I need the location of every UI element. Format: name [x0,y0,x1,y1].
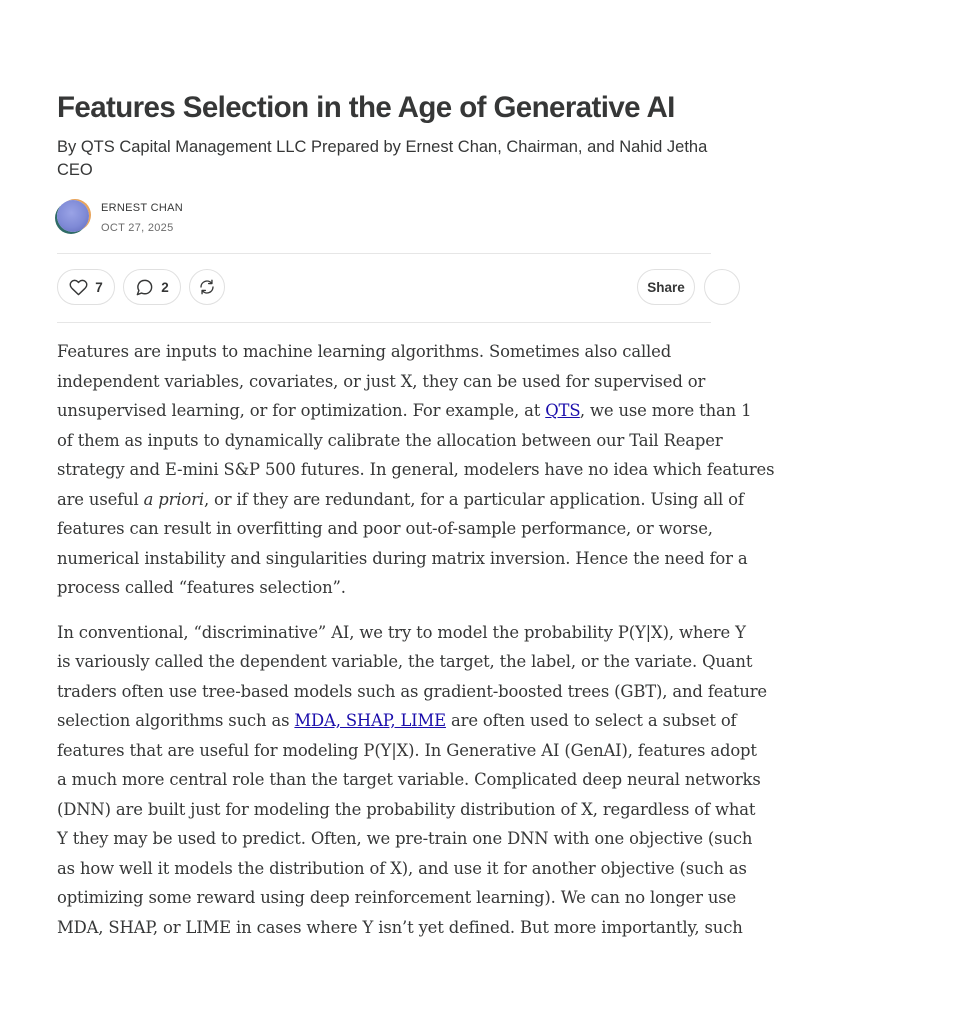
text-run: , we use more than 1 [579,401,752,420]
text-line: process called “features selection”. [57,578,346,597]
subtitle-line: CEO [57,161,93,179]
text-line: Y they may be used to predict. Often, we pre-train one DNN with one objective (such [57,829,753,848]
article-column [57,0,775,1024]
text-line: independent variables, covariates, or just X, they can be used for supervised or [57,371,706,391]
text-run: , or if they are redundant, for a particular application. Using all of [203,489,744,509]
comment-count: 2 [161,279,169,295]
text-line: (DNN) are built just for modeling the probability distribution of X, regardless of what [57,799,756,819]
text-line: Features are inputs to machine learning algorithms. Sometimes also called [57,342,672,361]
restack-button[interactable] [189,269,225,305]
text-line: as how well it models the distribution of X), and use it for another objective (such as [57,858,747,878]
author-name[interactable]: ERNEST CHAN [101,202,183,214]
restack-icon [198,278,216,296]
divider [57,253,711,254]
text-line [57,396,957,426]
more-options-button[interactable] [704,269,740,305]
text-line: is variously called the dependent variable, the target, the label, or the variate. Quant [57,652,753,671]
paragraph [57,337,957,603]
text-line: features that are useful for modeling P(Y|X). In Generative AI (GenAI), features adopt [57,740,757,760]
subtitle-line: By QTS Capital Management LLC Prepared by Ernest Chan, Chairman, and Nahid Jetha [57,138,708,156]
text-line: In conventional, “discriminative” AI, we try to model the probability P(Y|X), where Y [57,622,746,642]
like-count: 7 [95,279,103,295]
author-avatar[interactable] [57,200,89,232]
text-line: traders often use tree-based models such as gradient-boosted trees (GBT), and feature [57,681,767,701]
article-body [57,337,957,942]
inline-link[interactable]: QTS [545,401,580,420]
text-run: are often used to select a subset of [445,711,737,730]
text-line [57,485,957,515]
text-line [57,706,957,736]
paragraph [57,618,957,943]
divider [57,322,711,323]
text-line: strategy and E-mini S&P 500 futures. In general, modelers have no idea which features [57,460,775,479]
text-line: features can result in overfitting and poor out-of-sample performance, or worse, [57,519,713,538]
like-button[interactable] [57,269,115,305]
publish-date: OCT 27, 2025 [101,222,174,234]
article-title: Features Selection in the Age of Generative AI [57,91,675,124]
comment-button[interactable] [123,269,181,305]
text-line: MDA, SHAP, or LIME in cases where Y isn’t yet defined. But more importantly, such [57,917,743,937]
text-run: selection algorithms such as [57,711,295,730]
text-run: are useful [57,489,144,509]
inline-link[interactable]: MDA, SHAP, LIME [294,711,446,730]
text-line: optimizing some reward using deep reinforcement learning). We can no longer use [57,888,737,907]
article-subtitle [57,136,711,182]
heart-icon [69,278,88,297]
text-line: of them as inputs to dynamically calibrate the allocation between our Tail Reaper [57,430,723,450]
italic-text: a priori [143,489,204,509]
text-line: a much more central role than the target variable. Complicated deep neural networks [57,770,761,789]
share-button[interactable] [637,269,695,305]
text-run: unsupervised learning, or for optimization. For example, at [57,401,546,420]
comment-icon [135,278,154,297]
share-label: Share [647,279,685,295]
text-line: numerical instability and singularities during matrix inversion. Hence the need for a [57,548,748,568]
